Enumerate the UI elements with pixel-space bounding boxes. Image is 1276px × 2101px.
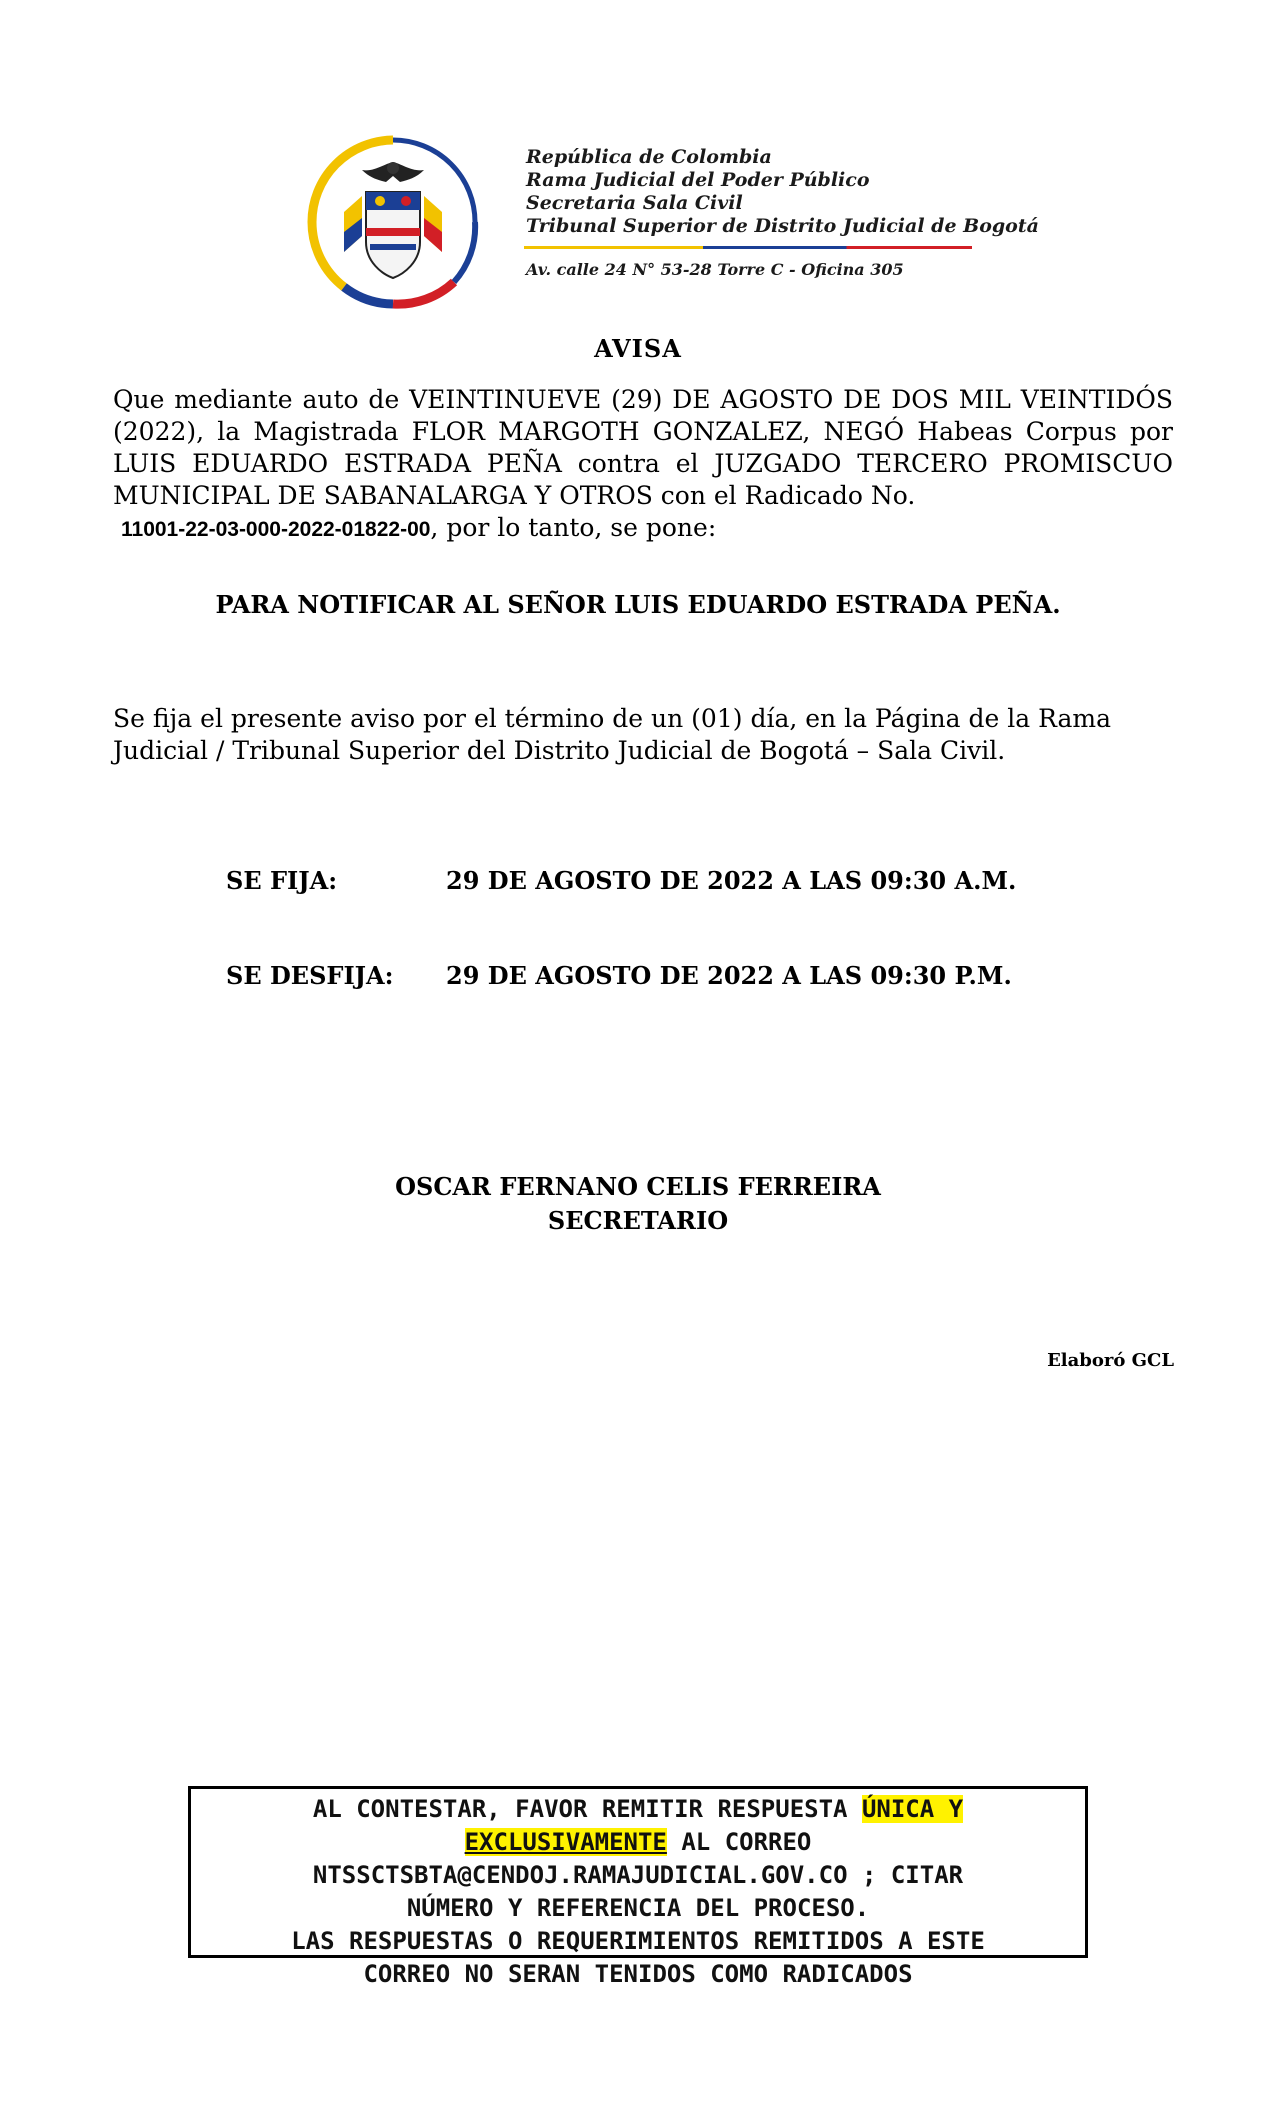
notice-box <box>188 1786 1088 1988</box>
notice-line-3: NTSSCTSBTA@CENDOJ.RAMAJUDICIAL.GOV.CO ; CITAR <box>312 1861 964 1889</box>
notify-line: PARA NOTIFICAR AL SEÑOR LUIS EDUARDO ESTRADA PEÑA. <box>215 590 1061 619</box>
header-line-4: Tribunal Superior de Distrito Judicial de Bogotá <box>526 215 1039 237</box>
signer-role: SECRETARIO <box>547 1206 729 1235</box>
institution-header <box>526 146 1039 238</box>
notice-line-5: LAS RESPUESTAS O REQUERIMIENTOS REMITIDOS A ESTE <box>291 1927 985 1955</box>
header-address: Av. calle 24 N° 53-28 Torre C - Oficina 305 <box>526 260 904 279</box>
desfija-value: 29 DE AGOSTO DE 2022 A LAS 09:30 P.M. <box>446 961 1012 990</box>
intro-paragraph <box>113 384 1173 546</box>
intro-tail: , por lo tanto, se pone: <box>430 513 717 542</box>
desfija-row <box>226 961 1012 990</box>
header-line-1: República de Colombia <box>526 146 772 168</box>
notice-line-2 <box>191 1826 1085 1859</box>
notice-line-1-text: AL CONTESTAR, FAVOR REMITIR RESPUESTA <box>312 1795 862 1823</box>
signer-name: OSCAR FERNANO CELIS FERREIRA <box>395 1172 881 1201</box>
notice-line-2-text: AL CORREO <box>666 1828 812 1856</box>
notice-line-1 <box>191 1793 1085 1826</box>
intro-text: Que mediante auto de VEINTINUEVE (29) DE AGOSTO DE DOS MIL VEINTIDÓS (2022), la Magistrada FLOR MARGOTH GONZALEZ, NEGÓ Habeas Corpus por LUIS EDUARDO ESTRADA PEÑA contra el JUZGADO TERCERO PROMISCUO MUNICIPAL DE SABANALARGA Y OTROS con el Radicado No. <box>113 385 1173 510</box>
header-line-3: Secretaria Sala Civil <box>526 192 743 214</box>
header-line-2: Rama Judicial del Poder Público <box>526 169 870 191</box>
coat-of-arms-logo <box>304 132 482 322</box>
fix-paragraph: Se fija el presente aviso por el término de un (01) día, en la Página de la Rama Judicial / Tribunal Superior del Distrito Judicial de Bogotá – Sala Civil. <box>113 704 1111 765</box>
fija-label: SE FIJA: <box>226 866 338 895</box>
desfija-label: SE DESFIJA: <box>226 961 394 990</box>
fija-row <box>226 866 1016 895</box>
document-title: AVISA <box>594 334 682 363</box>
notice-highlight-1: ÚNICA Y <box>861 1795 964 1823</box>
notice-line-4: NÚMERO Y REFERENCIA DEL PROCESO. <box>406 1894 870 1922</box>
radicado-number: 11001-22-03-000-2022-01822-00 <box>121 518 431 541</box>
header-divider <box>524 246 972 249</box>
notice-line-6: CORREO NO SERAN TENIDOS COMO RADICADOS <box>363 1960 913 1988</box>
notice-highlight-2: EXCLUSIVAMENTE <box>464 1828 667 1856</box>
signature-block <box>0 1170 1276 1238</box>
fija-value: 29 DE AGOSTO DE 2022 A LAS 09:30 A.M. <box>446 866 1017 895</box>
elaboro-note: Elaboró GCL <box>1047 1350 1174 1371</box>
